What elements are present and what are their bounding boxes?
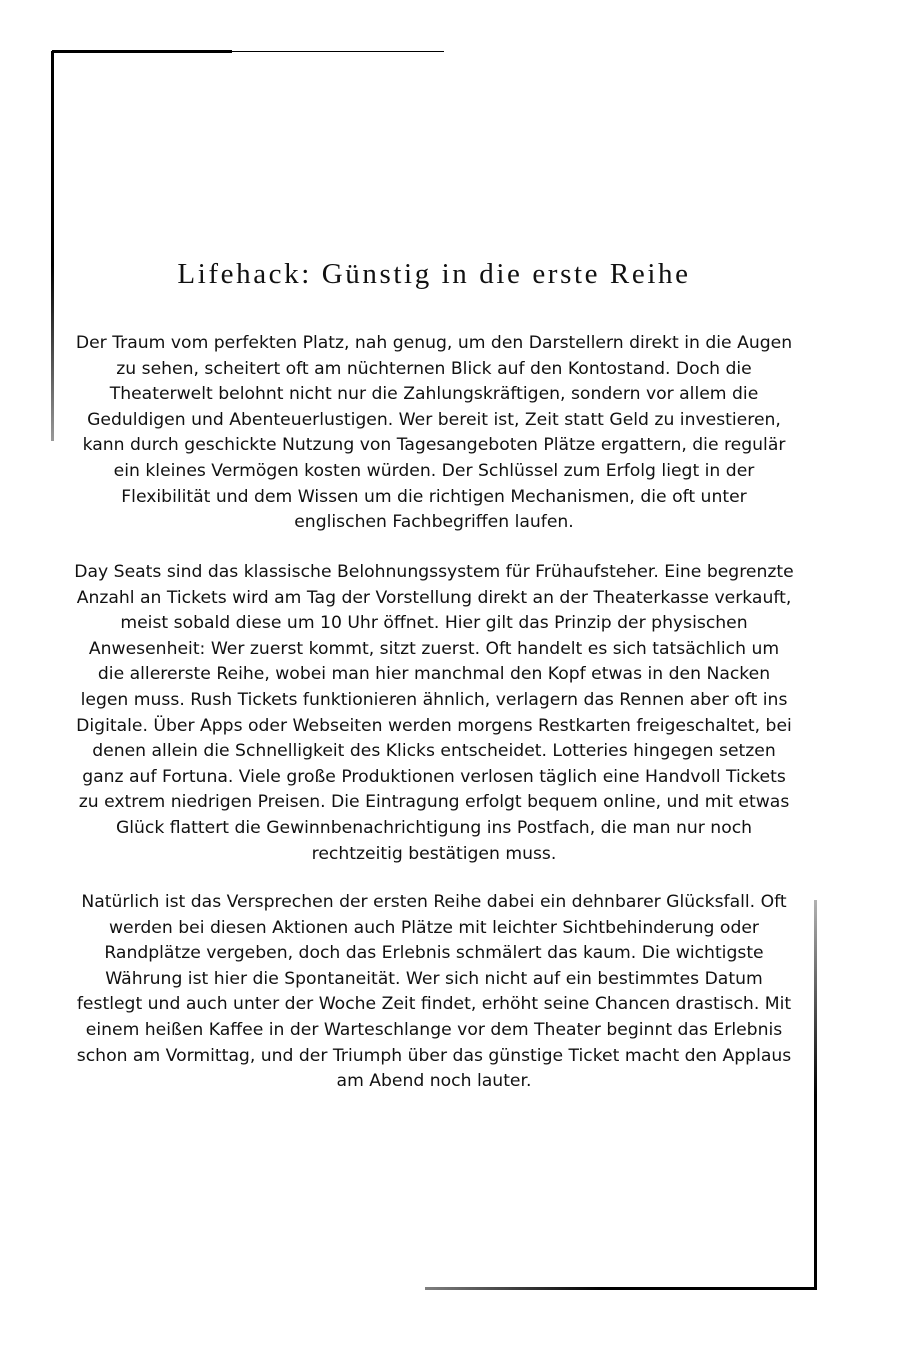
paragraph-intro: Der Traum vom perfekten Platz, nah genug, um den Darstellern direkt in die Augen zu sehen, scheitert oft am nüchternen Blick auf den Kontostand. Doch die Theaterwelt belohnt nicht nur die Zahlungskräftigen, sondern vor allem die Geduldigen und Abenteuerlustigen. Wer bereit ist, Zeit statt Geld zu investieren, kann durch geschickte Nutzung von Tagesangeboten Plätze ergattern, die regulär ein kleines Vermögen kosten würden. Der Schlüssel zum Erfolg liegt in der Flexibilität und dem Wissen um die richtigen Mechanismen, die oft unter englischen Fachbegriffen laufen. <box>75 333 793 533</box>
paragraph-conclusion: Natürlich ist das Versprechen der ersten Reihe dabei ein dehnbarer Glücksfall. Oft werden bei diesen Aktionen auch Plätze mit leichter Sichtbehinderung oder Randplätze vergeben, doch das Erlebnis schmälert das kaum. Die wichtigste Währung ist hier die Spontaneität. Wer sich nicht auf ein bestimmtes Datum festlegt und auch unter der Woche Zeit findet, erhöht seine Chancen drastisch. Mit einem heißen Kaffee in der Warteschlange vor dem Theater beginnt das Erlebnis schon am Vormittag, und der Triumph über das günstige Ticket macht den Applaus am Abend noch lauter. <box>76 892 792 1092</box>
frame-top-left-accent <box>52 50 232 53</box>
frame-top-left-vertical <box>51 51 54 441</box>
paragraph-ticket-types: Day Seats sind das klassische Belohnungssystem für Frühaufsteher. Eine begrenzte Anzahl an Tickets wird am Tag der Vorstellung direkt an der Theaterkasse verkauft, meist sobald diese um 10 Uhr öffnet. Hier gilt das Prinzip der physischen Anwesenheit: Wer zuerst kommt, sitzt zuerst. Oft handelt es sich tatsächlich um die allererste Reihe, wobei man hier manchmal den Kopf etwas in den Nacken legen muss. Rush Tickets funktionieren ähnlich, verlagern das Rennen aber oft ins Digitale. Über Apps oder Webseiten werden morgens Restkarten freigeschaltet, bei denen allein die Schnelligkeit des Klicks entscheidet. Lotteries hingegen setzen ganz auf Fortuna. Viele große Produktionen verlosen täglich eine Handvoll Tickets zu extrem niedrigen Preisen. Die Eintragung erfolgt bequem online, und mit etwas Glück flattert die Gewinnbenachrichtigung ins Postfach, die man nur noch rechtzeitig bestätigen muss. <box>74 562 794 864</box>
frame-bottom-right-horizontal <box>425 1287 817 1290</box>
article-title: Lifehack: Günstig in die erste Reihe <box>177 258 691 290</box>
frame-bottom-right-vertical <box>814 900 817 1290</box>
